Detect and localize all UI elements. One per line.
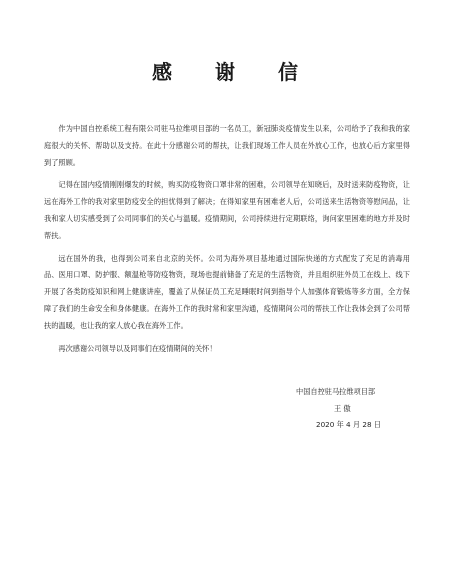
signature-name: 王 傲 <box>334 403 351 413</box>
paragraph: 再次感谢公司领导以及同事们在疫情期间的关怀！ <box>58 343 217 353</box>
letter-body <box>44 121 410 363</box>
signature-date: 2020 年 4 月 28 日 <box>316 420 381 429</box>
signature-organization: 中国自控驻马拉维项目部 <box>296 387 376 396</box>
letter-title: 感 谢 信 <box>152 60 316 84</box>
paragraph: 记得在国内疫情刚刚爆发的时候，购买防疫物资口罩非常的困难，公司领导在知晓后，及时送来防疫物资，让远在海外工作的我对家里防疫安全的担忧得到了解决；在得知家里有困难老人后，公司送来生活物资等慰问品，让我和家人切实感受到了公司同事们的关心与温暖。疫情期间，公司持续进行定期联络，询问家里困难的地方并及时帮扶。 <box>44 180 410 240</box>
paragraph: 作为中国自控系统工程有限公司驻马拉维项目部的一名员工，新冠肺炎疫情发生以来，公司给予了我和我的家庭很大的关怀、帮助以及支持。在此十分感谢公司的帮扶，让我们现场工作人员在外放心工作，也放心后方家里得到了照顾。 <box>44 124 410 167</box>
paragraph: 远在国外的我，也得到公司来自北京的关怀。公司为海外项目基地通过国际快递的方式配发了充足的消毒用品、医用口罩、防护服、额温枪等防疫物资，现场也提前储备了充足的生活物资，并且组织驻外员工在线上、线下开展了各类防疫知识和网上健康讲座，覆盖了从保证员工充足睡眠时间到指导个人加强体育锻炼等多方面，全方保障了我们的生命安全和身体健康。在海外工作的我时常和家里沟通，疫情期间公司的帮扶工作让我体会到了公司帮扶的温暖，也让我的家人放心我在海外工作。 <box>44 253 410 330</box>
signature-block <box>296 384 426 434</box>
